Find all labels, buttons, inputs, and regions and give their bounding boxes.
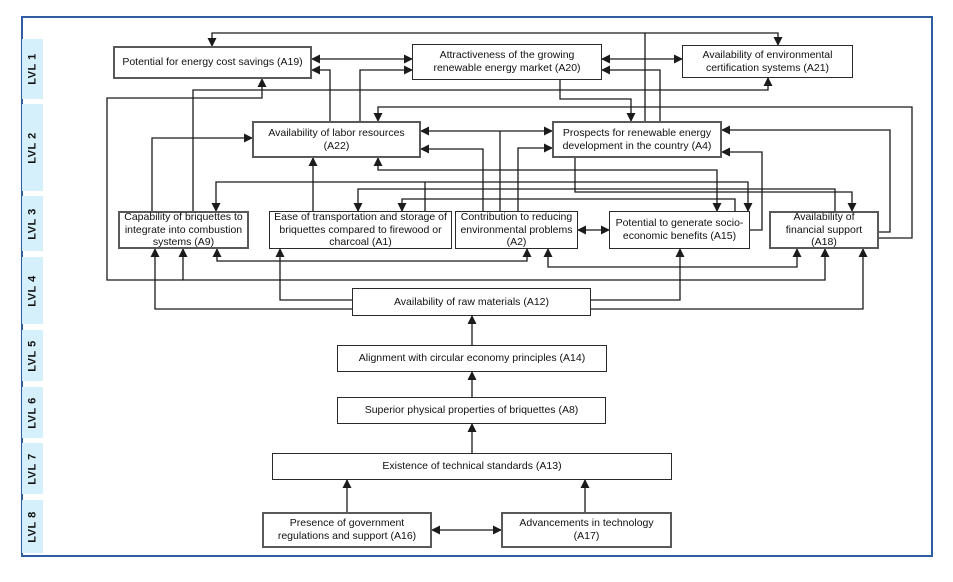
factor-box-a18: Availability of financial support (A18) bbox=[769, 211, 879, 249]
level-label-text: LVL 1 bbox=[26, 53, 39, 85]
level-label-1 bbox=[22, 39, 43, 99]
level-label-text: LVL 3 bbox=[26, 207, 39, 240]
edge-a2-bidir-a18 bbox=[548, 249, 797, 267]
edge-a12-to-a1 bbox=[280, 249, 352, 300]
level-label-8 bbox=[22, 500, 43, 553]
edge-a2-to-a22-low bbox=[421, 149, 483, 211]
level-label-4 bbox=[22, 257, 43, 324]
level-label-text: LVL 5 bbox=[26, 339, 39, 372]
edge-bus-to-a18 bbox=[183, 249, 825, 280]
factor-box-a9: Capability of briquettes to integrate into combustion systems (A9) bbox=[118, 211, 249, 249]
edge-a9-to-a22 bbox=[152, 138, 252, 211]
level-label-text: LVL 7 bbox=[26, 452, 39, 485]
edge-a22-to-a20 bbox=[360, 70, 412, 121]
edge-a9-bidir-a2 bbox=[217, 249, 527, 261]
factor-box-a19: Potential for energy cost savings (A19) bbox=[113, 46, 312, 79]
edge-a22-to-a19 bbox=[312, 70, 330, 121]
level-label-text: LVL 2 bbox=[26, 131, 39, 164]
factor-box-a8: Superior physical properties of briquettes (A8) bbox=[337, 397, 606, 424]
factor-box-a16: Presence of government regulations and support (A16) bbox=[262, 512, 432, 548]
level-label-3 bbox=[22, 196, 43, 251]
edge-a12-to-a15 bbox=[591, 249, 680, 300]
factor-box-a15: Potential to generate socio-economic benefits (A15) bbox=[609, 211, 750, 249]
factor-box-a4: Prospects for renewable energy development in the country (A4) bbox=[552, 121, 722, 158]
factor-box-a14: Alignment with circular economy principles (A14) bbox=[337, 345, 607, 372]
edge-a22-bidir-a15 bbox=[378, 158, 717, 211]
edge-a4-to-a18 bbox=[575, 158, 852, 211]
factor-box-a21: Availability of environmental certification systems (A21) bbox=[682, 45, 853, 78]
factor-box-a17: Advancements in technology (A17) bbox=[501, 512, 672, 548]
level-label-7 bbox=[22, 443, 43, 494]
level-label-text: LVL 8 bbox=[26, 510, 39, 543]
level-label-text: LVL 4 bbox=[26, 274, 39, 307]
factor-box-a1: Ease of transportation and storage of briquettes compared to firewood or charcoal (A1) bbox=[269, 211, 452, 249]
edge-a1-to-a9 bbox=[216, 182, 425, 211]
factor-box-a2: Contribution to reducing environmental problems (A2) bbox=[455, 211, 578, 249]
edge-a15-to-a1 bbox=[402, 199, 735, 211]
level-label-2 bbox=[22, 104, 43, 191]
factor-box-a13: Existence of technical standards (A13) bbox=[272, 453, 672, 480]
edge-a1-to-a15 bbox=[425, 182, 748, 211]
edge-a4-to-a21-top bbox=[645, 33, 778, 45]
factor-box-a12: Availability of raw materials (A12) bbox=[352, 288, 591, 316]
edge-a20-to-a4 bbox=[560, 80, 631, 121]
level-label-text: LVL 6 bbox=[26, 396, 39, 429]
edge-a9-bus-a19 bbox=[107, 79, 262, 280]
edge-a2-to-a4-low bbox=[518, 148, 552, 211]
level-label-6 bbox=[22, 387, 43, 438]
factor-box-a20: Attractiveness of the growing renewable energy market (A20) bbox=[412, 44, 602, 80]
level-label-5 bbox=[22, 330, 43, 381]
factor-box-a22: Availability of labor resources (A22) bbox=[252, 121, 421, 158]
